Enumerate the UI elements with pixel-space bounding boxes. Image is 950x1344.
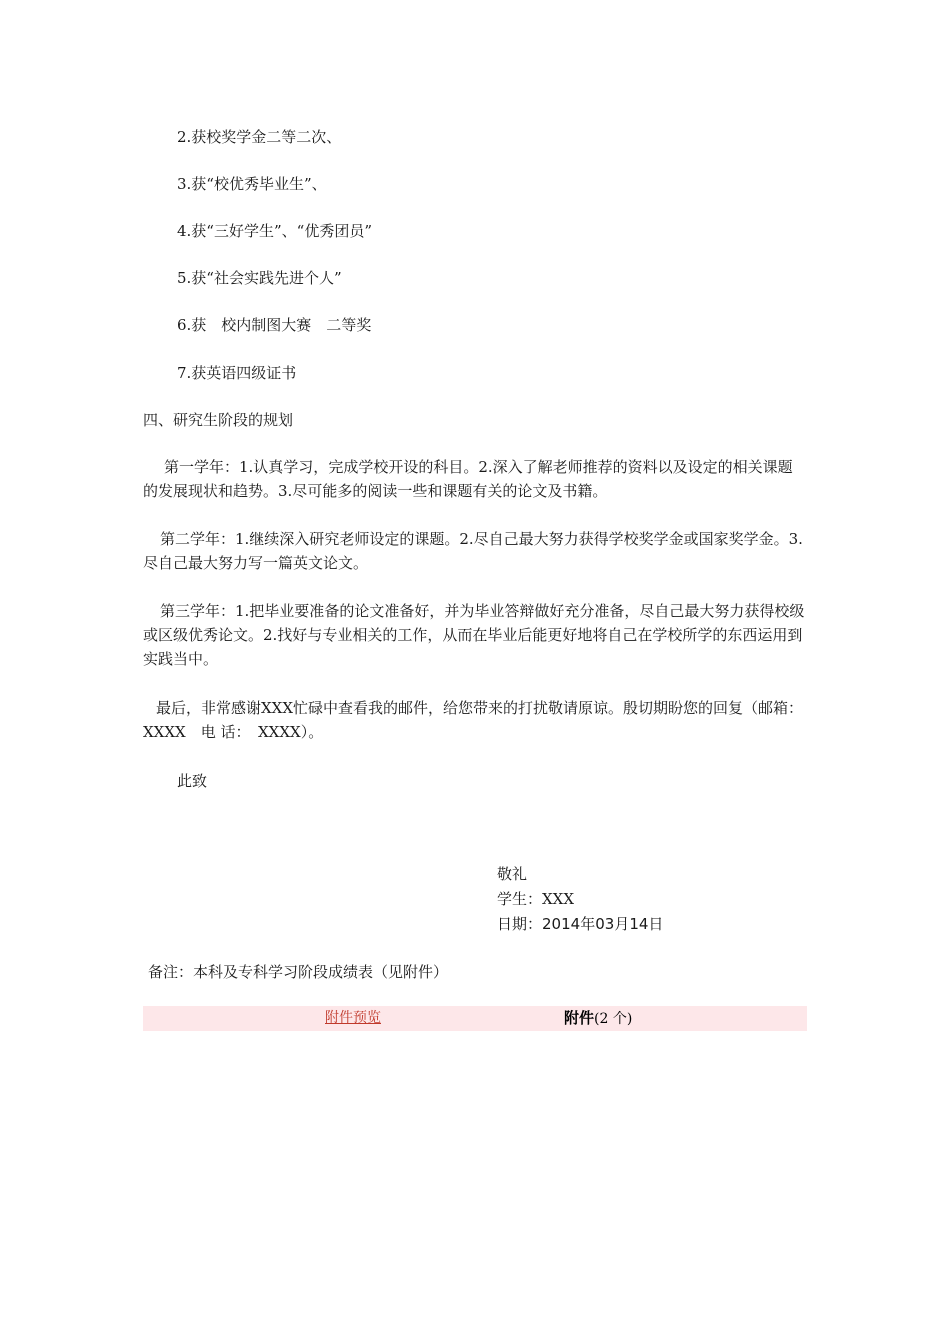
date-month: 03 xyxy=(595,915,615,933)
signature-regards: 敬礼 xyxy=(497,865,528,883)
attachment-label: 附件 xyxy=(564,1009,595,1027)
date-year: 2014 xyxy=(542,915,581,933)
signature-date xyxy=(497,914,663,934)
award-item: 2.获校奖学金二等二次、 xyxy=(177,128,342,146)
award-item: 6.获 校内制图大赛 二等奖 xyxy=(177,316,372,334)
salutation: 此致 xyxy=(177,772,208,790)
attachment-preview-link[interactable]: 附件预览 xyxy=(325,1010,381,1026)
date-day: 14 xyxy=(629,915,649,933)
date-label: 日期： xyxy=(497,915,543,933)
signature-student: 学生：XXX xyxy=(497,890,575,908)
award-item: 4.获“三好学生”、“优秀团员” xyxy=(177,222,372,240)
attachment-count xyxy=(564,1008,632,1029)
attachment-bar xyxy=(143,1006,807,1031)
section-heading: 四、研究生阶段的规划 xyxy=(143,411,294,429)
plan-year-3: 第三学年：1.把毕业要准备的论文准备好，并为毕业答辩做好充分准备，尽自己最大努力获得校级或区级优秀论文。2.找好与专业相关的工作，从而在毕业后能更好地将自己在学校所学的东西运用到实践当中。 xyxy=(143,602,805,668)
attachment-note: 备注：本科及专科学习阶段成绩表（见附件） xyxy=(148,963,449,981)
plan-year-2: 第二学年：1.继续深入研究老师设定的课题。2.尽自己最大努力获得学校奖学金或国家奖学金。3.尽自己最大努力写一篇英文论文。 xyxy=(143,530,803,572)
date-month-unit: 月 xyxy=(614,915,630,933)
award-item: 7.获英语四级证书 xyxy=(177,364,297,382)
date-year-unit: 年 xyxy=(580,915,596,933)
award-item: 5.获“社会实践先进个人” xyxy=(177,269,342,287)
plan-year-1: 第一学年：1.认真学习，完成学校开设的科目。2.深入了解老师推荐的资料以及设定的相关课题的发展现状和趋势。3.尽可能多的阅读一些和课题有关的论文及书籍。 xyxy=(143,458,793,500)
attachment-count-value: (2 个) xyxy=(594,1011,633,1027)
closing-paragraph: 最后，非常感谢XXX忙碌中查看我的邮件，给您带来的打扰敬请原谅。殷切期盼您的回复（邮箱：XXXX 电 话： XXXX）。 xyxy=(143,699,804,741)
award-item: 3.获“校优秀毕业生”、 xyxy=(177,175,327,193)
date-day-unit: 日 xyxy=(648,915,664,933)
